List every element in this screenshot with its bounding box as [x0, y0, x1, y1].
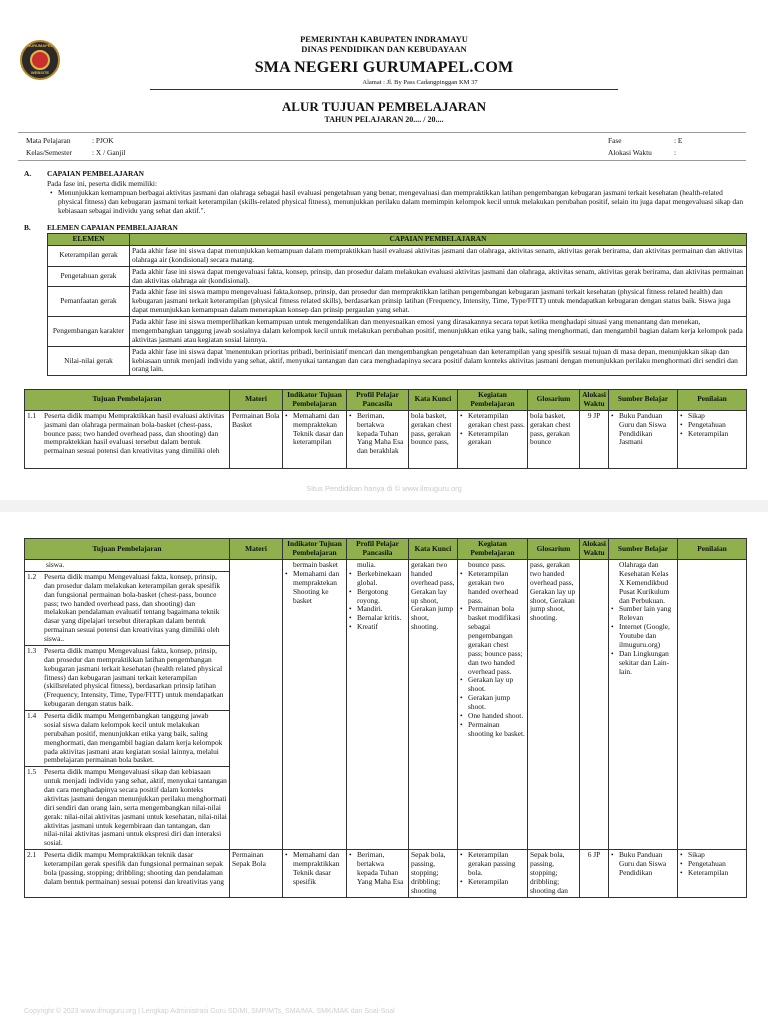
elemen-capaian: Pada akhir fase ini siswa dapat 'menentukan prioritas pribadi, berinisiatif mencari dan mengembangkan pengetahuan dan keterampilan yang spesifik sesuai tujuan di masa depan, menunjukkan sikap dan kebiasaan untuk menjadi individu yang sehat, aktif, menyukai tantangan dan cara menghadapinya secara positif dalam konteks aktivitas jasmani dengan menunjukkan perilaku menghormati diri sendiri dan orang lain.: [130, 346, 747, 376]
elemen-name: Pengembangan karakter: [48, 317, 130, 347]
kegiatan-item: • Keterampilan: [460, 878, 525, 887]
kegiatan-cell: [458, 560, 528, 850]
col-penilaian: Penilaian: [678, 539, 747, 560]
elemen-row: [48, 287, 747, 317]
kegiatan-item: • Keterampilan gerakan chest pass.: [460, 412, 525, 430]
header-school-name: SMA NEGERI GURUMAPEL.COM: [254, 59, 514, 76]
kegiatan-item: • Gerakan jump shoot.: [460, 694, 525, 712]
kegiatan-item: • Keterampilan gerakan: [460, 430, 525, 448]
elemen-name: Nilai-nilai gerak: [48, 346, 130, 376]
sumber-item: • Sumber lain yang Relevan: [611, 605, 675, 623]
tp-text: Peserta didik mampu Mempraktikkan hasil evaluasi aktivitas jasmani dan olahraga permainan bola-basket (chest-pass, bounce pass; two handed overhead pass, dan shooting) dan mempraktekkan hasil evaluasi tersebut dalam bentuk permainan sesuai potensi dan kreativitas yang dimiliki oleh: [44, 410, 225, 456]
tp-number: 1.3: [27, 645, 37, 655]
penilaian-cell: [678, 560, 747, 850]
sumber-item: • Internet (Google, Youtube dan ilmuguru.org): [611, 623, 675, 650]
col-materi: Materi: [230, 390, 283, 411]
materi-cell: [230, 560, 283, 850]
kegiatan-item: • Keterampilan gerakan passing bola.: [460, 851, 525, 878]
indikator-cell: [283, 560, 347, 850]
profil-item: • Bergotong royong.: [349, 588, 406, 606]
meta-divider-bottom: [18, 160, 746, 161]
elemen-row: [48, 317, 747, 347]
elemen-row: [48, 245, 747, 266]
elemen-capaian: Pada akhir fase ini siswa dapat mengevaluasi fakta, konsep, prinsip, dan prosedur dalam melakukan evaluasi aktivitas jasmani dan olahraga, aktivitas senam, aktivitas gerak berirama, dan aktivitas permainan dan aktivitas olahraga air (kondisional).: [130, 266, 747, 287]
indikator-item: • Memahami dan mempraktekan Shooting ke basket: [285, 570, 344, 606]
watermark: Situs Pendidikan hanya di © www.ilmuguru.org: [306, 484, 462, 493]
section-b-heading: ELEMEN CAPAIAN PEMBELAJARAN: [47, 223, 178, 232]
page-gap: [0, 500, 768, 512]
col-kegiatan: Kegiatan Pembelajaran: [458, 390, 528, 411]
indikator-cell: [283, 850, 347, 897]
alokasi-value: :: [674, 148, 677, 157]
elemen-name: Keterampilan gerak: [48, 245, 130, 266]
elemen-name: Pemanfaatan gerak: [48, 287, 130, 317]
profil-cell: [347, 560, 409, 850]
elemen-capaian: Pada akhir fase ini siswa dapat menunjukkan kemampuan dalam mempraktikkan hasil evaluasi aktivitas jasmani dan olahraga, aktivitas senam, aktivitas gerak berirama, dan aktivitas permainan dan aktivitas olahraga air (kondisional) secara matang.: [130, 245, 747, 266]
penilaian-cell: [678, 850, 747, 897]
elemen-row: [48, 266, 747, 287]
profil-item: • Beriman, bertakwa kepada Tuhan Yang Maha Esa dan berakhlak: [349, 412, 406, 456]
tp-number: 1.4: [27, 711, 37, 720]
indikator-cell: [283, 410, 347, 468]
penilaian-item: • Sikap: [680, 412, 744, 421]
kegiatan-item: • Permainan shooting ke basket.: [460, 721, 525, 739]
carry-tujuan: siswa.: [25, 560, 229, 572]
indikator-item: • Memahami dan mempraktekan Teknik dasar dan keterampilan: [285, 412, 344, 448]
atp-table-page1: [24, 389, 747, 469]
sumber-cell: [609, 560, 678, 850]
penilaian-item: • Sikap: [680, 851, 744, 860]
col-glosarium: Glosarium: [528, 390, 580, 411]
tp-number: 1.5: [27, 767, 37, 777]
tp-number: 1.1: [27, 410, 37, 420]
elemen-header: ELEMEN: [48, 234, 130, 246]
penilaian-item: • Pengetahuan: [680, 860, 744, 869]
kelas-label: Kelas/Semester: [26, 148, 72, 157]
kegiatan-cell: [458, 850, 528, 897]
glosarium-cell: bola basket, gerakan chest pass, gerakan bounce: [528, 410, 580, 468]
col-profil: Profil Pelajar Pancasila: [347, 390, 409, 411]
tp-item: [25, 646, 229, 711]
page-two: [0, 512, 768, 1024]
kegiatan-item: • One handed shoot.: [460, 712, 525, 721]
col-tujuan: Tujuan Pembelajaran: [25, 390, 230, 411]
atp-table-page2: [24, 538, 747, 898]
tp-text: Peserta didik mampu Mengembangkan tanggung jawab sosial siswa dalam kelompok kecil untuk melakukan perubahan positif, menunjukkan etika yang baik, saling menghormati, dan mengambil bagian dalam kerja kelompok pada aktivitas jasmani atau kegiatan sosial lainnya, melalui pembelajaran permainan bola basket.: [44, 711, 223, 765]
atp-row-continued: [25, 560, 747, 850]
profil-cell: [347, 850, 409, 897]
tp-number: 1.2: [27, 571, 37, 581]
indikator-carry: bermain basket: [293, 560, 338, 569]
meta-divider-top: [18, 132, 746, 133]
col-glosarium: Glosarium: [528, 539, 580, 560]
document-subtitle: TAHUN PELAJARAN 20.... / 20....: [324, 115, 444, 124]
footer-copyright: Copyright © 2023 www.ilmuguru.org | Lengkap Administrasi Guru SD/MI, SMP/MTs, SMA/MA, SMK/MAK dan Soal-Soal: [24, 1008, 395, 1015]
kata-kunci-cell: Sepak bola, passing, stopping; dribbling; shooting: [409, 850, 458, 897]
penilaian-item: • Keterampilan: [680, 869, 744, 878]
col-kegiatan: Kegiatan Pembelajaran: [458, 539, 528, 560]
fase-label: Fase: [608, 136, 622, 145]
tp-text: Peserta didik mampu Mengevaluasi sikap dan kebiasaan untuk menjadi individu yang sehat, aktif, menyukai tantangan dan cara menghadapinya secara positif dalam konteks aktivitas jasmani dengan menunjukkan perilaku menghormati diri sendiri dan orang lain, serta mengembangkan nilai-nilai gerak: nilai-nilai aktivitas jasmani untuk kesehatan, nilai-nilai aktivitas jasmani untuk kegembiraan dan tantangan, dan nilai-nilai aktivitas jasmani untuk ekspresi diri dan interaksi sosial.: [44, 767, 227, 848]
section-b-letter: B.: [24, 223, 31, 232]
tujuan-cell: [25, 850, 230, 897]
col-tujuan: Tujuan Pembelajaran: [25, 539, 230, 560]
glosarium-cell: pass, gerakan two handed overhead pass, Gerakan lay up shoot, Gerakan jump shoot, shooting.: [528, 560, 580, 850]
atp-row: [25, 850, 747, 897]
sumber-cell: [609, 410, 678, 468]
header-divider: [150, 89, 618, 90]
col-alokasi: Alokasi Waktu: [580, 390, 609, 411]
materi-cell: Permainan Bola Basket: [230, 410, 283, 468]
kegiatan-cell: [458, 410, 528, 468]
alokasi-label: Alokasi Waktu: [608, 148, 652, 157]
materi-cell: Permainan Sepak Bola: [230, 850, 283, 897]
header-department: DINAS PENDIDIKAN DAN KEBUDAYAAN: [301, 44, 467, 54]
tujuan-cell: [25, 410, 230, 468]
mapel-value: : PJOK: [92, 136, 114, 145]
tp-text: Peserta didik mampu Mengevaluasi fakta, konsep, prinsip, dan prosedur dan mempraktikkan latihan pengembangan kebugaran jasmani terkait kesehatan (health related physical fitness) dan kebugaran jasmani terkait keterampilan (skillsrelated physical fitness), berdasarkan prinsip latihan (Frequency, Intensity, Time, Type/FITT) untuk mendapatkan kebugaran dengan status baik.: [44, 645, 224, 709]
logo-text-top: GURUMAPEL: [27, 43, 53, 48]
logo-emblem-icon: [30, 50, 50, 70]
atp-row: [25, 410, 747, 468]
col-penilaian: Penilaian: [678, 390, 747, 411]
document-title: ALUR TUJUAN PEMBELAJARAN: [281, 99, 487, 114]
profil-item: • Beriman, bertakwa kepada Tuhan Yang Maha Esa: [349, 851, 406, 887]
kegiatan-carry: bounce pass.: [468, 560, 506, 569]
elemen-row: [48, 346, 747, 376]
col-indikator: Indikator Tujuan Pembelajaran: [283, 390, 347, 411]
page-one: [0, 0, 768, 500]
penilaian-item: • Pengetahuan: [680, 421, 744, 430]
tp-number: 2.1: [27, 850, 37, 860]
col-alokasi: Alokasi Waktu: [580, 539, 609, 560]
school-logo: [20, 40, 60, 80]
tp-item: [25, 767, 229, 849]
mapel-label: Mata Pelajaran: [26, 136, 71, 145]
sumber-carry: Olahraga dan Kesehatan Kelas X Kemendikbud Pusat Kurikulum dan Perbukuan.: [619, 560, 670, 605]
col-kata-kunci: Kata Kunci: [409, 390, 458, 411]
elemen-name: Pengetahuan gerak: [48, 266, 130, 287]
kelas-value: : X / Ganjil: [92, 148, 126, 157]
kata-kunci-cell: gerakan two handed overhead pass, Gerakan lay up shoot, Gerakan jump shoot, shooting.: [409, 560, 458, 850]
profil-cell: [347, 410, 409, 468]
tp-text: Peserta didik mampu Mengevaluasi fakta, konsep, prinsip, dan prosedur dalam melakukan keterampilan gerak spesifik dan fungsional permainan bola-basket (chest-pass, bounce pass; two handed overhead pass, dan shooting) dan melakukan pendalaman evaluatif tentang bagaimana teknik dasar yang dipelajari tersebut diterapkan dalam bentuk permainan sesuai potensi dan kreativitas yang dimiliki oleh siswa..: [44, 571, 221, 643]
kegiatan-item: • Gerakan lay up shoot.: [460, 676, 525, 694]
kegiatan-item: • Permainan bola basket modifikasi sebagai pengembangan gerakan chest pass; bounce pass; dan two handed overhead pass.: [460, 605, 525, 676]
indikator-item: • Memahami dan mempraktikkan Teknik dasar spesifik: [285, 851, 344, 887]
header-government: PEMERINTAH KABUPATEN INDRAMAYU: [300, 34, 468, 44]
section-a-letter: A.: [24, 169, 32, 178]
profil-carry: mulia.: [357, 560, 376, 569]
penilaian-cell: [678, 410, 747, 468]
col-profil: Profil Pelajar Pancasila: [347, 539, 409, 560]
kegiatan-item: • Keterampilan gerakan two handed overhead pass.: [460, 570, 525, 606]
fase-value: : E: [674, 136, 683, 145]
col-materi: Materi: [230, 539, 283, 560]
col-sumber: Sumber Belajar: [609, 390, 678, 411]
section-a-bullet: [50, 188, 746, 215]
col-indikator: Indikator Tujuan Pembelajaran: [283, 539, 347, 560]
header-address: Alamat : Jl. By Pass Cadangpinggan KM 37: [362, 79, 478, 86]
elemen-capaian: Pada akhir fase ini siswa mampu mengevaluasi fakta,konsep, prinsip, dan prosedur dan mempraktikkan latihan pengembangan kebugaran jasmani terkait kesehatan (physical fitness related health) dan kebugaran jasmani terkait keterampilan (physical fitness related skills), berdasarkan prinsip latihan (Frequency, Intensity, Time, Type/FITT) untuk mendapatkan kebugaran dengan status baik. Siswa juga dapat menunjukkan kemampuan dalam menerapkan konsep dan prinsip pergaulan yang sehat.: [130, 287, 747, 317]
elemen-table: [47, 233, 747, 376]
section-a-heading: CAPAIAN PEMBELAJARAN: [47, 169, 144, 178]
profil-item: • Kreatif: [349, 623, 406, 632]
elemen-capaian: Pada akhir fase ini siswa memperlihatkan kemampuan untuk mengendalikan dan menyesuaikan emosi yang dirasakannya secara tepat ketika menghadapi situasi yang menantang dan menekan, mengembangkan tanggung jawab sosialnya dalam kelompok kecil untuk melakukan perubahan positif, menunjukkan etika yang baik, saling menghormati, dan mengambil bagian dalam kerja kelompok pada aktivitas jasmani atau kegiatan sosial lainnya.: [130, 317, 747, 347]
sumber-item: • Dan Lingkungan sekitar dan Lain-lain.: [611, 650, 675, 677]
profil-item: • Berkebinekaan global.: [349, 570, 406, 588]
alokasi-cell: [580, 560, 609, 850]
penilaian-item: • Keterampilan: [680, 430, 744, 439]
section-a-intro: Pada fase ini, peserta didik memiliki:: [47, 179, 158, 188]
tp-item: [25, 711, 229, 767]
col-kata-kunci: Kata Kunci: [409, 539, 458, 560]
sumber-item: • Buku Panduan Guru dan Siswa Pendidikan: [611, 851, 675, 878]
profil-item: • Mandiri.: [349, 605, 406, 614]
sumber-cell: [609, 850, 678, 897]
alokasi-cell: 9 JP: [580, 410, 609, 468]
tp-text: Peserta didik mampu Mempraktikkan teknik dasar keterampilan gerak spesifik dan fungsional permainan sepak bola (passing, stopping; dribbling; shooting dan pendalaman dalam bentuk permainan) sesuai potensi dan kreativitas yang: [44, 850, 224, 886]
logo-text-bottom: WEBSITE: [30, 70, 50, 75]
col-sumber: Sumber Belajar: [609, 539, 678, 560]
capaian-header: CAPAIAN PEMBELAJARAN: [130, 234, 747, 246]
glosarium-cell: Sepak bola, passing, stopping; dribbling; shooting dan: [528, 850, 580, 897]
capaian-text: • Menunjukkan kemampuan berbagai aktivitas jasmani dan olahraga sebagai hasil evaluasi pengetahuan yang benar, mengevaluasi dan mempraktikkan latihan pengembangan kebugaran jasmani terkait kesehatan (health-related physical fitness) dan kebugaran jasmani terkait keterampilan (skills-related physical fitness), menunjukkan perilaku dalam memimpin kelompok kecil untuk melakukan perubahan positif, selain itu juga dapat mengevaluasi sikap dan kebiasaan sebagai individu yang sehat dan aktif.".: [50, 188, 746, 215]
kata-kunci-cell: bola basket, gerakan chest pass, gerakan bounce pass,: [409, 410, 458, 468]
tp-item: [25, 572, 229, 646]
tujuan-cell: [25, 560, 230, 850]
sumber-item: • Buku Panduan Guru dan Siswa Pendidikan Jasmani: [611, 412, 675, 448]
alokasi-cell: 6 JP: [580, 850, 609, 897]
profil-item: • Bernalar kritis.: [349, 614, 406, 623]
